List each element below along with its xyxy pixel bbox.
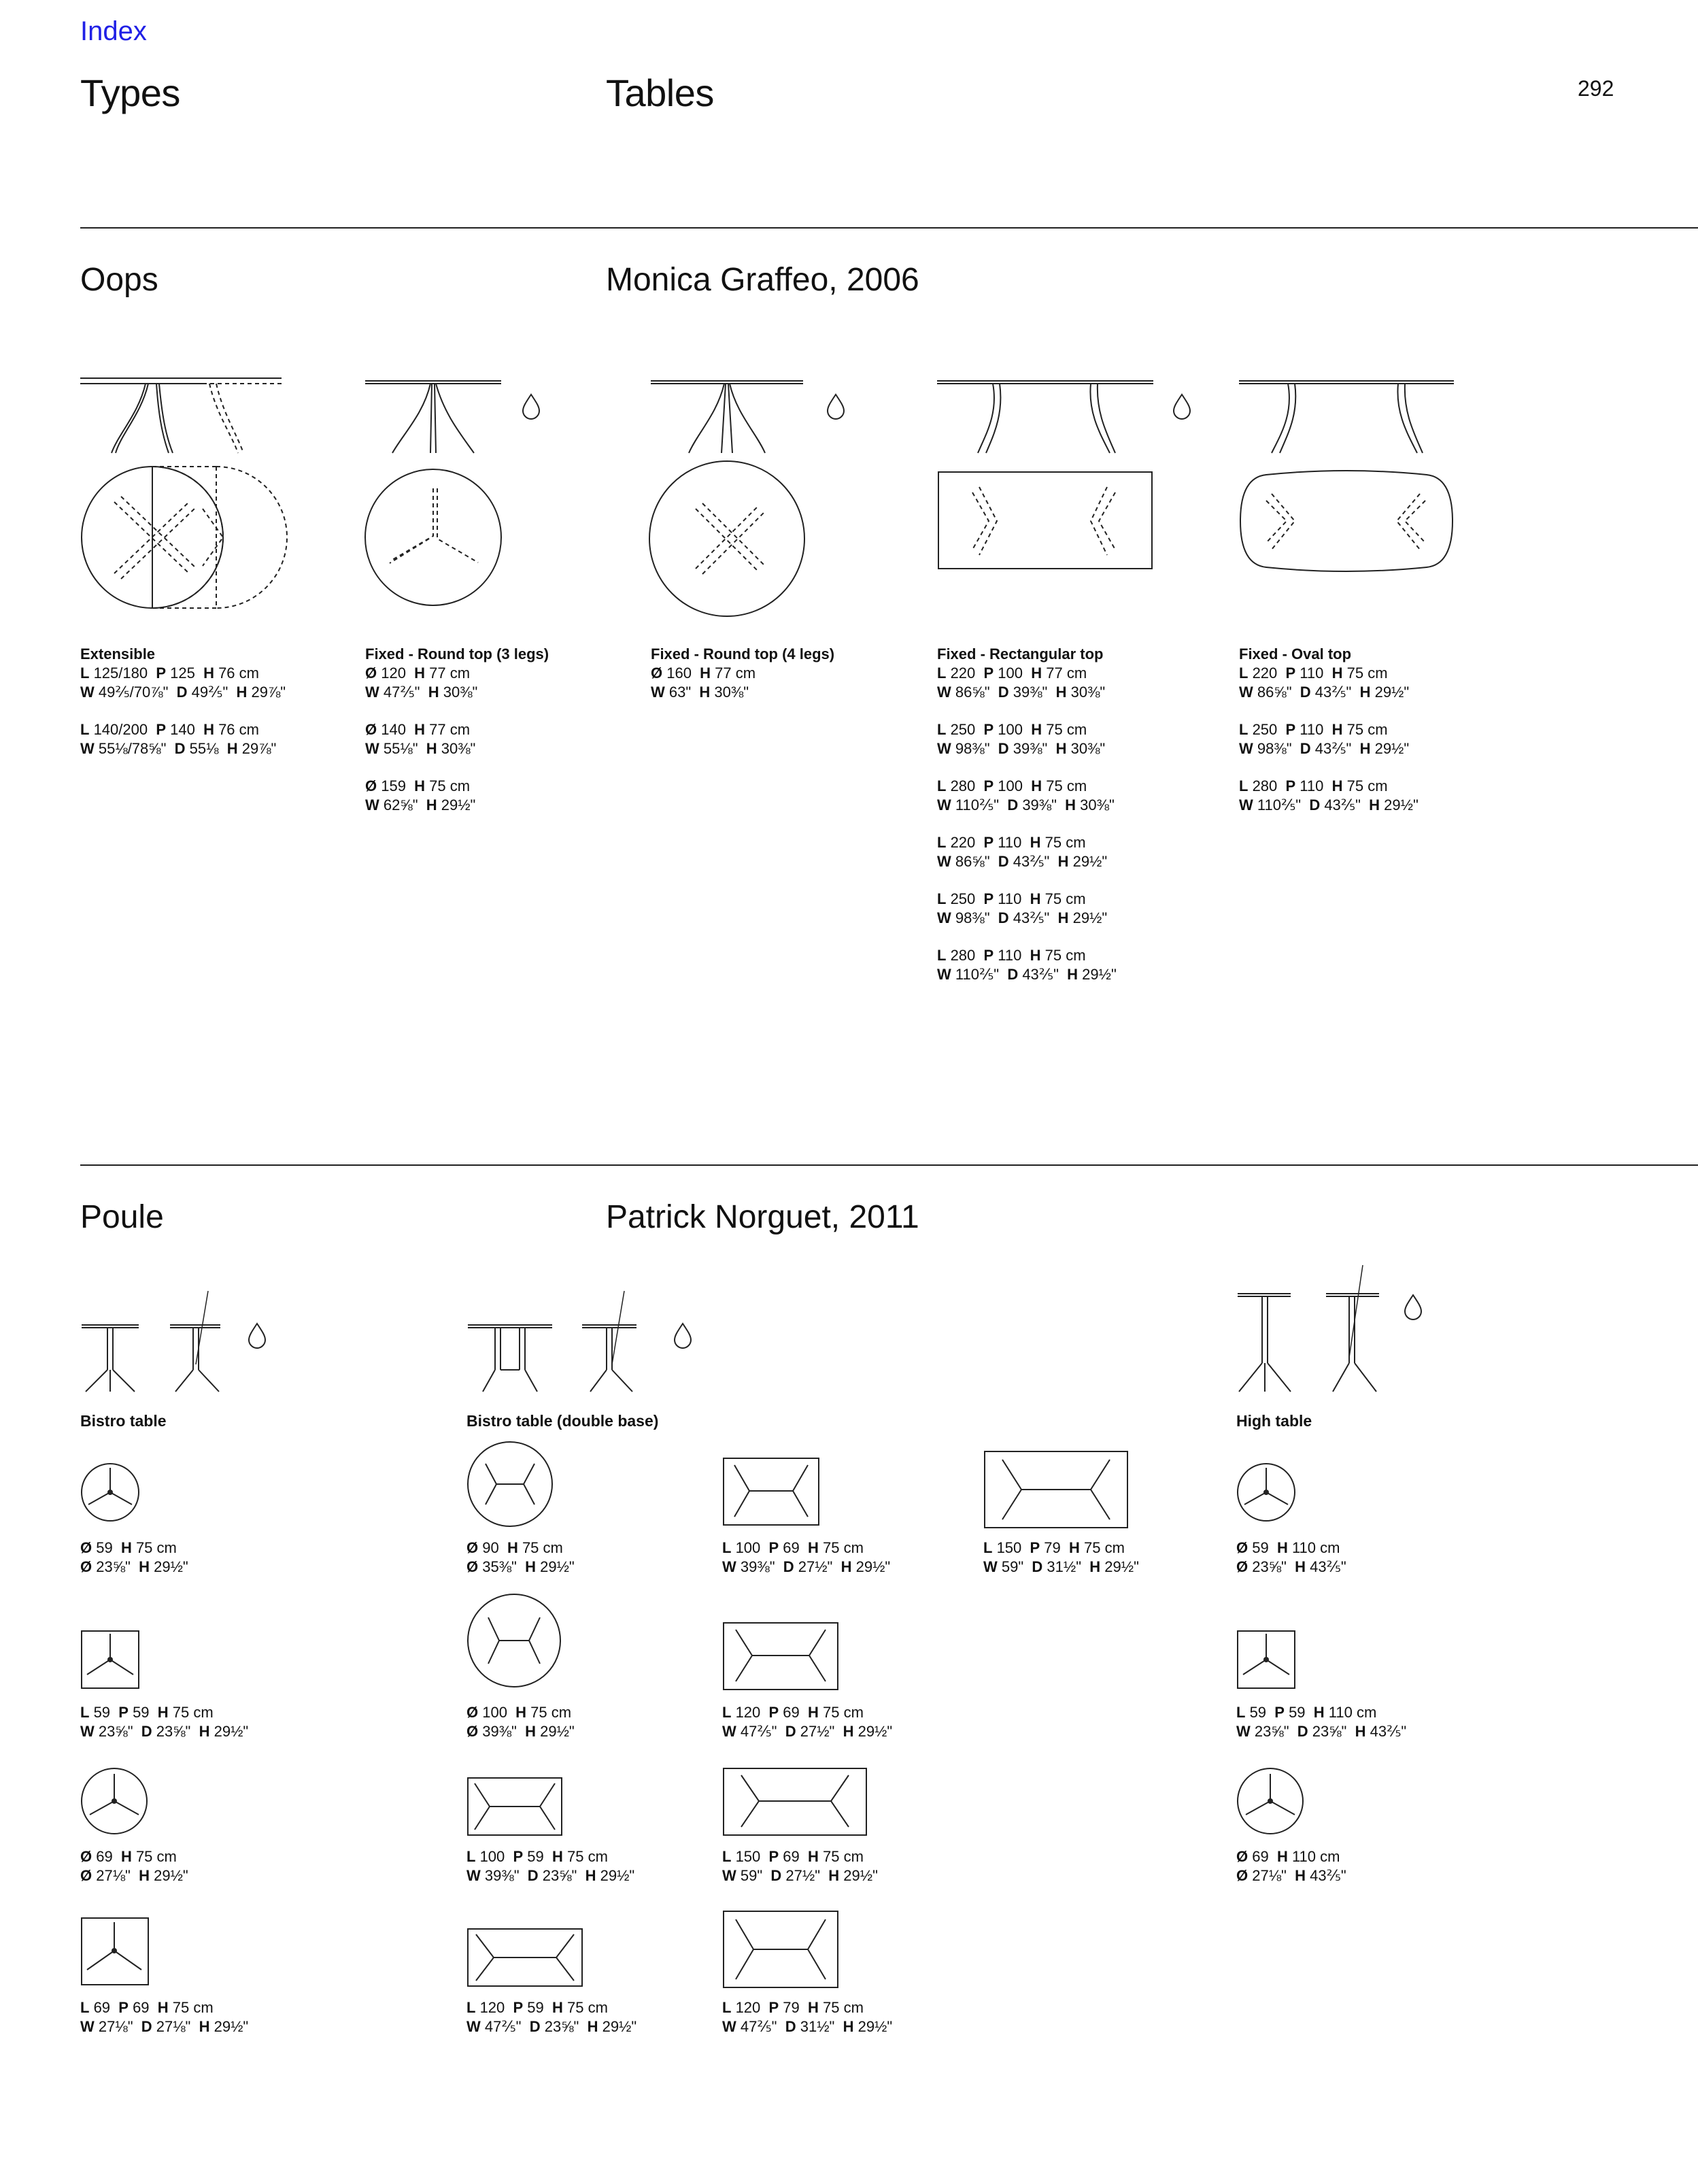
index-link[interactable]: Index	[80, 16, 147, 46]
divider	[80, 1164, 1698, 1166]
plan-bistro-round-59	[80, 1462, 148, 1530]
spec-line: W 23⅝" D 23⅝" H 29½"	[80, 1723, 249, 1740]
product-name-poule: Poule	[80, 1199, 164, 1235]
spec-line: W 59" D 31½" H 29½"	[983, 1558, 1139, 1575]
spec-line: W 27⅛" D 27⅛" H 29½"	[80, 2018, 249, 2035]
spec-title: Extensible	[80, 645, 156, 662]
spec-line: L 100 P 59 H 75 cm	[466, 1848, 608, 1865]
spec-line: W 62⅝" H 29½"	[365, 796, 476, 813]
spec-line: L 100 P 69 H 75 cm	[722, 1539, 864, 1556]
plan-bistro-square-59	[80, 1630, 148, 1698]
plan-bistro-square-69	[80, 1917, 155, 1992]
spec-line: L 280 P 110 H 75 cm	[1239, 777, 1388, 794]
spec-line: L 59 P 59 H 110 cm	[1236, 1704, 1377, 1721]
spec-double-3	[466, 1847, 634, 1885]
spec-line: Ø 69 H 75 cm	[80, 1848, 177, 1865]
spec-line: W 98⅜" D 43⅖" H 29½"	[937, 909, 1108, 926]
spec-line: W 55⅛/78⅝" D 55⅛ H 29⅞"	[80, 740, 277, 757]
oops-oval-drawing	[1239, 373, 1463, 577]
spec-group	[937, 720, 1117, 758]
spec-rect-1	[722, 1539, 890, 1577]
spec-line: W 47⅖" D 23⅝" H 29½"	[466, 2018, 637, 2035]
spec-group	[937, 890, 1117, 928]
spec-line: L 280 P 110 H 75 cm	[937, 947, 1086, 964]
spec-bistro-2	[80, 1703, 248, 1741]
plan-rect-120x69	[722, 1622, 845, 1696]
spec-line: Ø 160 H 77 cm	[651, 665, 756, 682]
spec-line: L 120 P 79 H 75 cm	[722, 1999, 864, 2016]
spec-title: Fixed - Round top (3 legs)	[365, 645, 549, 662]
spec-line: L 220 P 110 H 75 cm	[937, 834, 1086, 851]
spec-line: W 110⅖" D 43⅖" H 29½"	[1239, 796, 1419, 813]
spec-line: W 47⅖" D 31½" H 29½"	[722, 2018, 893, 2035]
section-title: Types	[80, 71, 180, 114]
water-resistant-icon	[828, 394, 844, 419]
spec-title: Fixed - Rectangular top	[937, 645, 1104, 662]
spec-line: Ø 90 H 75 cm	[466, 1539, 563, 1556]
spec-line: L 120 P 69 H 75 cm	[722, 1704, 864, 1721]
plan-double-round-90	[466, 1441, 562, 1536]
spec-line: W 55⅛" H 30⅜"	[365, 740, 476, 757]
spec-rect-2	[722, 1703, 892, 1741]
spec-line: W 86⅝" D 43⅖" H 29½"	[1239, 684, 1410, 701]
spec-oops-extensible	[80, 645, 286, 777]
spec-high-1	[1236, 1539, 1346, 1577]
oops-round-3-drawing	[365, 373, 556, 631]
spec-double-4	[466, 1998, 636, 2036]
spec-title: Fixed - Oval top	[1239, 645, 1352, 662]
spec-line: Ø 120 H 77 cm	[365, 665, 471, 682]
label-bistro-double-base: Bistro table (double base)	[466, 1412, 659, 1430]
spec-line: Ø 69 H 110 cm	[1236, 1848, 1340, 1865]
plan-rect-150x79	[983, 1450, 1133, 1532]
label-high-table: High table	[1236, 1412, 1312, 1430]
water-resistant-icon	[249, 1324, 265, 1348]
spec-line: L 250 P 110 H 75 cm	[937, 890, 1086, 907]
spec-high-3	[1236, 1847, 1346, 1885]
plan-double-rect-100	[466, 1777, 568, 1845]
spec-group	[1239, 720, 1419, 758]
spec-line: Ø 23⅝" H 29½"	[80, 1558, 188, 1575]
spec-line: W 23⅝" D 23⅝" H 43⅖"	[1236, 1723, 1407, 1740]
spec-group	[365, 664, 549, 702]
spec-group	[365, 777, 549, 815]
spec-line: W 39⅜" D 23⅝" H 29½"	[466, 1867, 635, 1884]
poule-high-elevation	[1236, 1262, 1440, 1398]
spec-line: L 69 P 69 H 75 cm	[80, 1999, 214, 2016]
divider	[80, 227, 1698, 229]
spec-high-2	[1236, 1703, 1406, 1741]
spec-line: Ø 100 H 75 cm	[466, 1704, 572, 1721]
spec-title: Fixed - Round top (4 legs)	[651, 645, 835, 662]
spec-line: W 98⅜" D 39⅜" H 30⅜"	[937, 740, 1106, 757]
spec-oops-rect	[937, 645, 1117, 1003]
product-name-oops: Oops	[80, 262, 158, 298]
spec-bistro-4	[80, 1998, 248, 2036]
spec-line: W 63" H 30⅜"	[651, 684, 749, 701]
spec-line: Ø 35⅜" H 29½"	[466, 1558, 575, 1575]
oops-round-4-drawing	[651, 373, 855, 631]
spec-double-2	[466, 1703, 575, 1741]
spec-line: L 150 P 69 H 75 cm	[722, 1848, 864, 1865]
plan-high-square-59	[1236, 1630, 1304, 1698]
spec-line: L 150 P 79 H 75 cm	[983, 1539, 1125, 1556]
spec-double-1	[466, 1539, 575, 1577]
spec-group	[365, 720, 549, 758]
plan-rect-150x69	[722, 1767, 872, 1842]
spec-line: W 110⅖" D 43⅖" H 29½"	[937, 966, 1117, 983]
spec-line: W 98⅜" D 43⅖" H 29½"	[1239, 740, 1410, 757]
designer-poule: Patrick Norguet, 2011	[606, 1199, 919, 1235]
plan-rect-120x79	[722, 1910, 845, 1992]
spec-line: W 47⅖" H 30⅜"	[365, 684, 478, 701]
spec-rect-3	[722, 1847, 878, 1885]
spec-line: W 49⅖/70⅞" D 49⅖" H 29⅞"	[80, 684, 286, 701]
spec-line: L 280 P 100 H 75 cm	[937, 777, 1087, 794]
spec-line: L 220 P 100 H 77 cm	[937, 665, 1087, 682]
spec-line: Ø 59 H 75 cm	[80, 1539, 177, 1556]
spec-bistro-1	[80, 1539, 188, 1577]
spec-bistro-3	[80, 1847, 188, 1885]
water-resistant-icon	[675, 1324, 691, 1348]
spec-group	[937, 664, 1117, 702]
spec-line: L 220 P 110 H 75 cm	[1239, 665, 1388, 682]
spec-group	[937, 833, 1117, 871]
designer-oops: Monica Graffeo, 2006	[606, 262, 919, 298]
spec-line: W 59" D 27½" H 29½"	[722, 1867, 878, 1884]
spec-group	[1239, 777, 1419, 815]
spec-line: L 59 P 59 H 75 cm	[80, 1704, 214, 1721]
spec-group	[80, 720, 286, 758]
oops-rect-drawing	[937, 373, 1209, 577]
spec-line: L 125/180 P 125 H 76 cm	[80, 665, 259, 682]
spec-rect-5	[983, 1539, 1139, 1577]
spec-rect-4	[722, 1998, 892, 2036]
spec-line: L 140/200 P 140 H 76 cm	[80, 721, 259, 738]
category-title: Tables	[606, 71, 714, 114]
spec-oops-round-3	[365, 645, 549, 833]
spec-line: W 110⅖" D 39⅜" H 30⅜"	[937, 796, 1115, 813]
plan-high-round-59	[1236, 1462, 1304, 1530]
spec-line: Ø 23⅝" H 43⅖"	[1236, 1558, 1346, 1575]
plan-high-round-69	[1236, 1767, 1311, 1842]
spec-oops-round-4	[651, 645, 834, 720]
spec-line: Ø 39⅜" H 29½"	[466, 1723, 575, 1740]
spec-group	[651, 664, 834, 702]
spec-line: Ø 140 H 77 cm	[365, 721, 471, 738]
plan-double-round-100	[466, 1593, 568, 1695]
spec-group	[937, 777, 1117, 815]
spec-line: L 120 P 59 H 75 cm	[466, 1999, 608, 2016]
oops-extensible-drawing	[80, 373, 298, 631]
spec-oops-oval	[1239, 645, 1419, 833]
poule-double-elevation	[466, 1290, 698, 1398]
label-bistro-table: Bistro table	[80, 1412, 167, 1430]
plan-double-rect-120	[466, 1928, 589, 1996]
spec-group	[1239, 664, 1419, 702]
spec-line: Ø 27⅛" H 29½"	[80, 1867, 188, 1884]
spec-line: W 86⅝" D 39⅜" H 30⅜"	[937, 684, 1106, 701]
spec-line: Ø 59 H 110 cm	[1236, 1539, 1340, 1556]
plan-rect-100x69	[722, 1457, 824, 1532]
water-resistant-icon	[1405, 1295, 1421, 1320]
spec-line: W 39⅜" D 27½" H 29½"	[722, 1558, 891, 1575]
page-number: 292	[1578, 76, 1614, 101]
spec-line: Ø 27⅛" H 43⅖"	[1236, 1867, 1346, 1884]
water-resistant-icon	[523, 394, 539, 419]
spec-line: W 86⅝" D 43⅖" H 29½"	[937, 853, 1108, 870]
spec-group	[80, 664, 286, 702]
spec-group	[937, 946, 1117, 984]
spec-line: L 250 P 110 H 75 cm	[1239, 721, 1388, 738]
poule-bistro-elevation	[80, 1290, 284, 1398]
water-resistant-icon	[1174, 394, 1190, 419]
spec-line: Ø 159 H 75 cm	[365, 777, 471, 794]
spec-line: W 47⅖" D 27½" H 29½"	[722, 1723, 893, 1740]
spec-line: L 250 P 100 H 75 cm	[937, 721, 1087, 738]
plan-bistro-round-69	[80, 1767, 155, 1842]
